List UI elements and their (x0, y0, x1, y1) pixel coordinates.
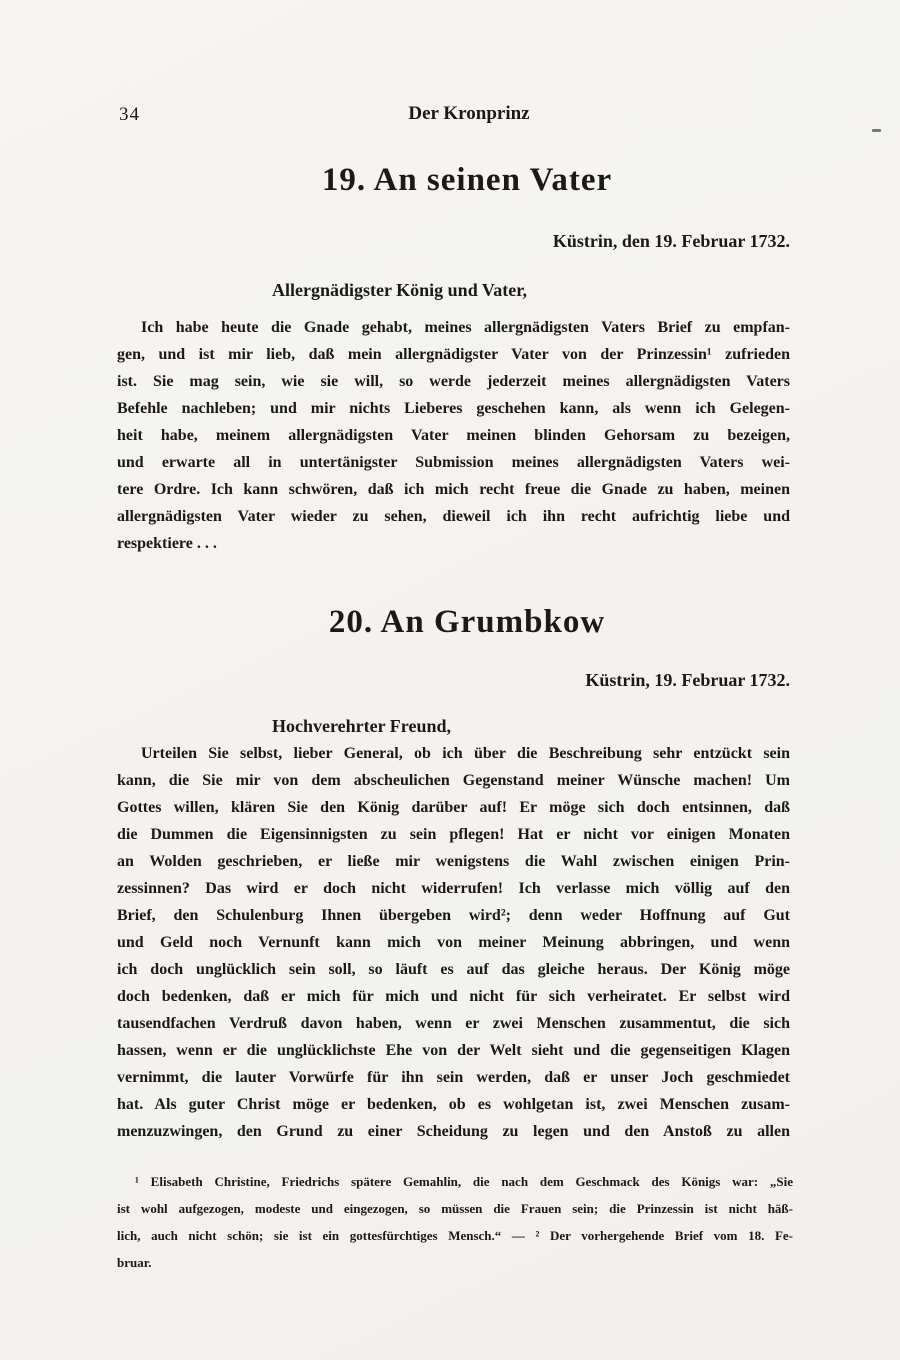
text-line: Gottes willen, klären Sie den König darüber auf! Er möge sich doch entsinnen, daß (117, 799, 790, 816)
text-line: menzuzwingen, den Grund zu einer Scheidung zu legen und den Anstoß zu allen (117, 1123, 790, 1140)
text-line: hassen, wenn er die unglücklichste Ehe von der Welt sieht und die gegenseitigen Klagen (117, 1042, 790, 1059)
text-line: vernimmt, die lauter Vorwürfe für ihn sein werden, daß er unser Joch geschmiedet (117, 1069, 790, 1086)
text-line: Befehle nachleben; und mir nichts Lieberes geschehen kann, als wenn ich Gelegen- (117, 400, 790, 417)
text-line: ¹ Elisabeth Christine, Friedrichs spätere Gemahlin, die nach dem Geschmack des Königs war: „Sie (135, 1174, 793, 1189)
text-line: tere Ordre. Ich kann schwören, daß ich mich recht freue die Gnade zu haben, meinen (117, 481, 790, 498)
text-line: lich, auch nicht schön; sie ist ein gottesfürchtiges Mensch.“ — ² Der vorhergehende Brief vom 18. Fe- (117, 1228, 793, 1243)
text-line: die Dummen die Eigensinnigsten zu sein pflegen! Hat er nicht vor einigen Monaten (117, 826, 790, 843)
text-line: Brief, den Schulenburg Ihnen übergeben wird²; denn weder Hoffnung auf Gut (117, 907, 790, 924)
text-line: allergnädigsten Vater wieder zu sehen, dieweil ich ihn recht aufrichtig liebe und (117, 508, 790, 525)
scan-artifact (872, 129, 881, 132)
text-line: ist wohl aufgezogen, modeste und eingezogen, so müssen die Frauen sein; die Prinzessin ist nicht häß- (117, 1201, 793, 1216)
text-line: heit habe, meinem allergnädigsten Vater meinen blinden Gehorsam zu bezeigen, (117, 427, 790, 444)
text-line: bruar. (117, 1255, 152, 1270)
text-line: respektiere . . . (117, 535, 217, 552)
letter-19-dateline: Küstrin, den 19. Februar 1732. (552, 231, 790, 251)
page-number: 34 (119, 104, 140, 125)
letter-20-salutation: Hochverehrter Freund, (272, 716, 451, 736)
letter-19-body (117, 314, 790, 557)
text-line: zessinnen? Das wird er doch nicht widerrufen! Ich verlasse mich völlig auf den (117, 880, 790, 897)
letter-19-heading: 19. An seinen Vater (321, 162, 613, 198)
running-title: Der Kronprinz (408, 103, 530, 124)
text-line: hat. Als guter Christ möge er bedenken, ob es wohlgetan ist, zwei Menschen zusam- (117, 1096, 790, 1113)
letter-20-dateline: Küstrin, 19. Februar 1732. (585, 670, 790, 690)
text-line: tausendfachen Verdruß davon haben, wenn er zwei Menschen zusammentut, die sich (117, 1015, 790, 1032)
text-line: gen, und ist mir lieb, daß mein allergnädigster Vater von der Prinzessin¹ zufrieden (117, 346, 790, 363)
text-line: und Geld noch Vernunft kann mich von meiner Meinung abbringen, und wenn (117, 934, 790, 951)
footnotes (117, 1168, 793, 1276)
text-line: doch bedenken, daß er mich für mich und nicht für sich verheiratet. Er selbst wird (117, 988, 790, 1005)
text-line: ich doch unglücklich sein soll, so läuft es auf das gleiche heraus. Der König möge (117, 961, 790, 978)
letter-20-heading: 20. An Grumbkow (328, 604, 606, 640)
text-line: an Wolden geschrieben, er ließe mir wenigstens die Wahl zwischen einigen Prin- (117, 853, 790, 870)
text-line: kann, die Sie mir von dem abscheulichen Gegenstand meiner Wünsche machen! Um (117, 772, 790, 789)
text-line: und erwarte all in untertänigster Submission meines allergnädigsten Vaters wei- (117, 454, 790, 471)
text-line: Ich habe heute die Gnade gehabt, meines allergnädigsten Vaters Brief zu empfan- (141, 319, 790, 336)
letter-20-body (117, 740, 790, 1145)
text-line: ist. Sie mag sein, wie sie will, so werde jederzeit meines allergnädigsten Vaters (117, 373, 790, 390)
letter-19-salutation: Allergnädigster König und Vater, (272, 280, 528, 300)
text-line: Urteilen Sie selbst, lieber General, ob ich über die Beschreibung sehr entzückt sein (141, 745, 790, 762)
